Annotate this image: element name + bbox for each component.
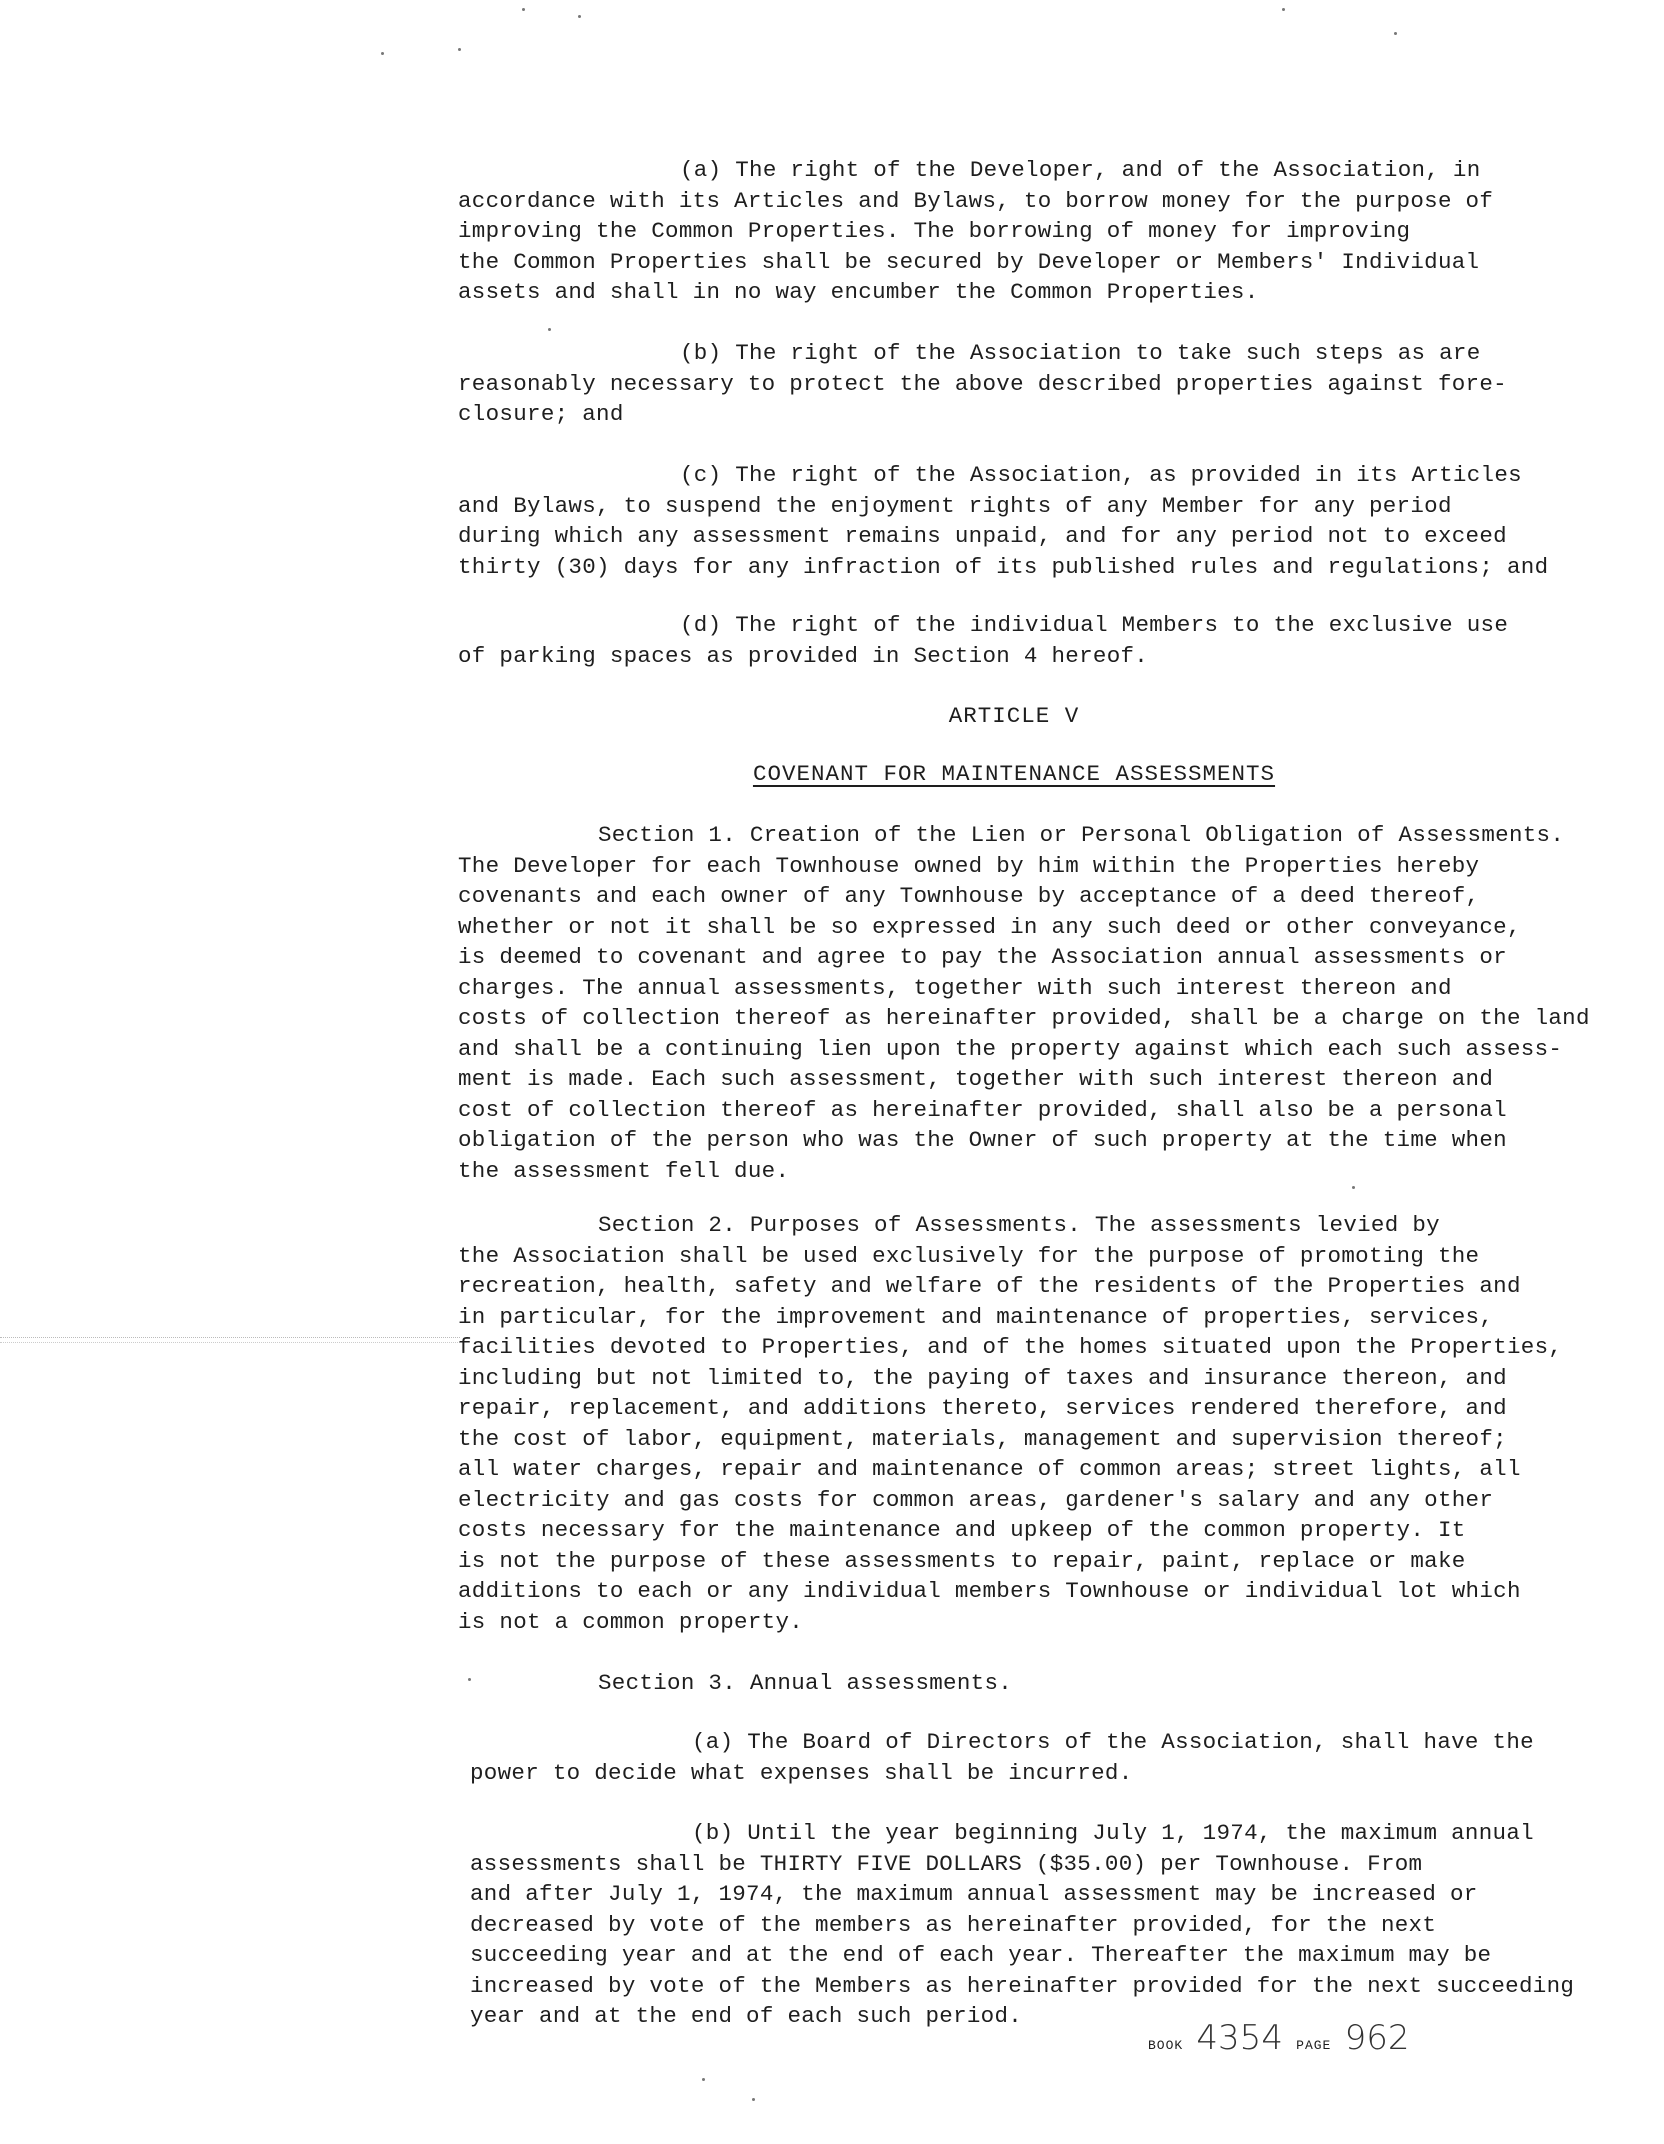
text-line: electricity and gas costs for common areas, gardener's salary and any other <box>458 1486 1494 1513</box>
text-line: Section 2. Purposes of Assessments. The assessments levied by <box>598 1212 1440 1238</box>
text-line: obligation of the person who was the Owner of such property at the time when <box>458 1127 1507 1153</box>
text-line: Section 1. Creation of the Lien or Personal Obligation of Assessments. <box>598 822 1565 848</box>
scan-speck <box>752 2098 755 2101</box>
text-line: decreased by vote of the members as hereinafter provided, for the next <box>470 1911 1437 1938</box>
paragraph-d <box>458 610 1570 671</box>
section-3-heading <box>458 1668 1570 1699</box>
page-number: 962 <box>1344 2018 1410 2058</box>
paragraph-a <box>458 155 1570 308</box>
text-line: the cost of labor, equipment, materials, management and supervision thereof; <box>458 1425 1507 1452</box>
scan-speck <box>1282 8 1285 11</box>
text-line: is not the purpose of these assessments to repair, paint, replace or make <box>458 1547 1466 1574</box>
book-page-stamp <box>1148 2018 1409 2058</box>
text-line: during which any assessment remains unpaid, and for any period not to exceed <box>458 523 1507 549</box>
text-line: power to decide what expenses shall be incurred. <box>470 1759 1133 1786</box>
text-line: repair, replacement, and additions thereto, services rendered therefore, and <box>458 1395 1507 1421</box>
scan-speck <box>702 2078 705 2081</box>
article-number: ARTICLE V <box>948 703 1080 729</box>
text-line: recreation, health, safety and welfare of the residents of the Properties and <box>458 1273 1521 1299</box>
text-line: of parking spaces as provided in Section 4 hereof. <box>458 642 1149 669</box>
text-line: the Common Properties shall be secured by Developer or Members' Individual <box>458 248 1480 275</box>
paragraph-b <box>458 338 1570 430</box>
book-number: 4354 <box>1196 2018 1283 2058</box>
text-line: costs of collection thereof as hereinafter provided, shall be a charge on the land <box>458 1005 1590 1031</box>
text-line: cost of collection thereof as hereinafter provided, shall also be a personal <box>458 1096 1507 1123</box>
text-line: whether or not it shall be so expressed in any such deed or other conveyance, <box>458 913 1521 940</box>
scan-speck <box>522 8 525 11</box>
text-line: (c) The right of the Association, as provided in its Articles <box>680 462 1522 488</box>
text-line: is deemed to covenant and agree to pay the Association annual assessments or <box>458 944 1507 970</box>
text-line: and after July 1, 1974, the maximum annual assessment may be increased or <box>470 1881 1478 1907</box>
text-line: assets and shall in no way encumber the Common Properties. <box>458 279 1259 305</box>
text-line: is not a common property. <box>458 1608 804 1635</box>
scan-speck <box>381 52 384 55</box>
scan-artifact-line <box>0 1337 460 1343</box>
text-line: reasonably necessary to protect the above described properties against fore- <box>458 370 1507 397</box>
text-line: (a) The right of the Developer, and of the Association, in <box>680 157 1481 183</box>
text-line: facilities devoted to Properties, and of the homes situated upon the Properties, <box>458 1334 1563 1360</box>
text-line: covenants and each owner of any Townhouse by acceptance of a deed thereof, <box>458 883 1480 909</box>
text-line: costs necessary for the maintenance and upkeep of the common property. It <box>458 1517 1466 1543</box>
text-line: (b) Until the year beginning July 1, 1974, the maximum annual <box>692 1820 1534 1846</box>
page-label: PAGE <box>1296 2038 1332 2053</box>
text-line: succeeding year and at the end of each year. Thereafter the maximum may be <box>470 1942 1492 1968</box>
text-line: year and at the end of each such period. <box>470 2003 1023 2029</box>
paragraph-c <box>458 460 1570 582</box>
text-line: charges. The annual assessments, together with such interest thereon and <box>458 974 1452 1001</box>
text-line: increased by vote of the Members as hereinafter provided for the next succeeding <box>470 1972 1575 1999</box>
scan-speck <box>458 48 461 51</box>
text-line: additions to each or any individual members Townhouse or individual lot which <box>458 1578 1521 1604</box>
book-label: BOOK <box>1148 2038 1184 2053</box>
text-line: thirty (30) days for any infraction of its published rules and regulations; and <box>458 553 1549 580</box>
text-line: (b) The right of the Association to take such steps as are <box>680 340 1481 366</box>
text-line: and shall be a continuing lien upon the property against which each such assess- <box>458 1035 1563 1062</box>
section-2 <box>458 1210 1570 1637</box>
text-line: including but not limited to, the paying of taxes and insurance thereon, and <box>458 1364 1507 1391</box>
scan-speck <box>578 15 581 18</box>
text-line: assessments shall be THIRTY FIVE DOLLARS ($35.00) per Townhouse. From <box>470 1850 1423 1877</box>
text-line: (a) The Board of Directors of the Association, shall have the <box>692 1729 1534 1755</box>
text-line: closure; and <box>458 401 624 427</box>
text-line: The Developer for each Townhouse owned by him within the Properties hereby <box>458 852 1480 879</box>
article-title: COVENANT FOR MAINTENANCE ASSESSMENTS <box>752 761 1276 787</box>
text-line: all water charges, repair and maintenance of common areas; street lights, all <box>458 1456 1521 1482</box>
text-line: and Bylaws, to suspend the enjoyment rights of any Member for any period <box>458 492 1452 519</box>
text-line: the assessment fell due. <box>458 1157 790 1184</box>
section-3-a <box>470 1727 1582 1788</box>
text-line: in particular, for the improvement and maintenance of properties, services, <box>458 1303 1494 1330</box>
scan-speck <box>548 328 551 331</box>
scan-speck <box>1352 1186 1355 1189</box>
section-1 <box>458 820 1590 1186</box>
scan-speck <box>1394 32 1397 35</box>
text-line: Section 3. Annual assessments. <box>598 1670 1013 1696</box>
text-line: (d) The right of the individual Members to the exclusive use <box>680 612 1509 638</box>
text-line: accordance with its Articles and Bylaws, to borrow money for the purpose of <box>458 187 1494 214</box>
text-line: the Association shall be used exclusively for the purpose of promoting the <box>458 1242 1480 1269</box>
text-line: improving the Common Properties. The borrowing of money for improving <box>458 218 1411 244</box>
text-line: ment is made. Each such assessment, together with such interest thereon and <box>458 1066 1494 1092</box>
section-3-b <box>470 1818 1582 2032</box>
